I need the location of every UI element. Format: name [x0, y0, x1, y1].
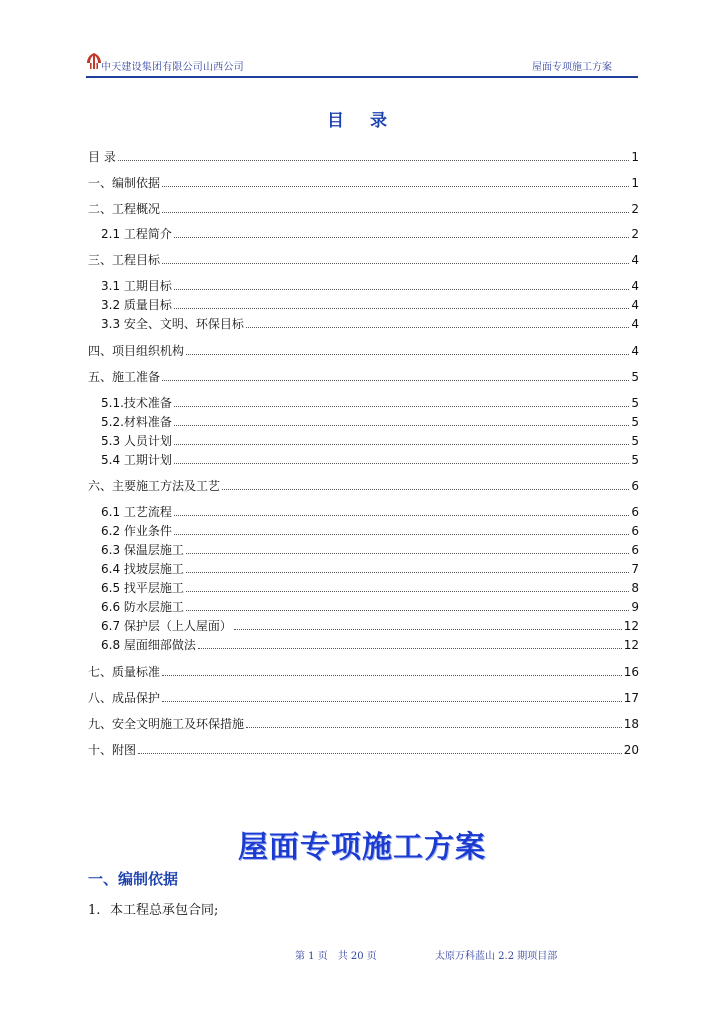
toc-entry-page: 18 — [623, 717, 639, 731]
toc-entry-page: 4 — [631, 253, 639, 267]
toc-entry-label: 6.7 保护层（上人屋面） — [101, 619, 232, 633]
toc-entry[interactable] — [101, 449, 639, 467]
toc-entry[interactable] — [101, 294, 639, 312]
toc-entry-label: 3.1 工期目标 — [101, 279, 172, 293]
company-logo-icon — [86, 52, 102, 70]
toc-entry-label: 2.1 工程简介 — [101, 227, 172, 241]
toc-entry-page: 7 — [631, 562, 639, 576]
toc-entry[interactable] — [88, 340, 639, 358]
toc-entry-page: 4 — [631, 317, 639, 331]
toc-entry[interactable] — [101, 223, 639, 241]
toc-entry-page: 5 — [631, 370, 639, 384]
toc-dot-leader — [198, 647, 622, 649]
toc-entry[interactable] — [101, 392, 639, 410]
toc-dot-leader — [186, 590, 629, 592]
toc-entry-label: 6.6 防水层施工 — [101, 600, 184, 614]
company-name: 中天建设集团有限公司山西公司 — [101, 62, 244, 73]
toc-dot-leader — [162, 211, 629, 213]
toc-dot-leader — [174, 533, 629, 535]
toc-dot-leader — [186, 571, 629, 573]
toc-entry[interactable] — [101, 577, 639, 595]
toc-entry[interactable] — [101, 430, 639, 448]
toc-entry[interactable] — [88, 739, 639, 757]
list-item-number: 1. — [88, 903, 101, 918]
toc-entry-label: 十、附图 — [88, 743, 137, 757]
toc-dot-leader — [234, 628, 622, 630]
toc-entry-label: 一、编制依据 — [88, 176, 161, 190]
toc-entry-page: 5 — [631, 434, 639, 448]
toc-entry-label: 5.4 工期计划 — [101, 453, 172, 467]
toc-entry-label: 目 录 — [88, 150, 116, 164]
toc-entry[interactable] — [101, 313, 639, 331]
toc-entry[interactable] — [88, 146, 639, 164]
toc-entry[interactable] — [101, 615, 639, 633]
toc-dot-leader — [162, 700, 622, 702]
toc-entry-page: 20 — [623, 743, 639, 757]
toc-entry-label: 6.3 保温层施工 — [101, 543, 184, 557]
toc-entry-page: 4 — [631, 298, 639, 312]
toc-dot-leader — [246, 726, 622, 728]
toc-entry-page: 6 — [631, 524, 639, 538]
toc-dot-leader — [138, 752, 622, 754]
toc-entry-label: 5.1.技术准备 — [101, 396, 172, 410]
toc-entry-page: 16 — [623, 665, 639, 679]
toc-entry-page: 4 — [631, 279, 639, 293]
toc-entry-label: 二、工程概况 — [88, 202, 161, 216]
toc-entry-page: 1 — [631, 176, 639, 190]
toc-entry[interactable] — [88, 687, 639, 705]
toc-dot-leader — [174, 405, 629, 407]
toc-entry-page: 2 — [631, 202, 639, 216]
header-doc-title: 屋面专项施工方案 — [532, 62, 612, 73]
toc-dot-leader — [174, 514, 629, 516]
toc-entry-page: 12 — [623, 638, 639, 652]
toc-entry-label: 四、项目组织机构 — [88, 344, 185, 358]
toc-entry[interactable] — [88, 713, 639, 731]
toc-dot-leader — [118, 159, 630, 161]
toc-dot-leader — [162, 379, 629, 381]
toc-entry-page: 5 — [631, 453, 639, 467]
toc-entry-label: 三、工程目标 — [88, 253, 161, 267]
toc-entry-label: 七、质量标准 — [88, 665, 161, 679]
toc-entry-label: 6.8 屋面细部做法 — [101, 638, 196, 652]
toc-entry-label: 3.3 安全、文明、环保目标 — [101, 317, 244, 331]
toc-entry[interactable] — [101, 520, 639, 538]
toc-entry-label: 八、成品保护 — [88, 691, 161, 705]
toc-entry-label: 6.1 工艺流程 — [101, 505, 172, 519]
toc-entry-page: 8 — [631, 581, 639, 595]
toc-dot-leader — [162, 185, 629, 187]
toc-entry-page: 2 — [631, 227, 639, 241]
toc-entry-label: 九、安全文明施工及环保措施 — [88, 717, 245, 731]
toc-entry[interactable] — [88, 366, 639, 384]
toc-entry-page: 5 — [631, 396, 639, 410]
toc-entry[interactable] — [101, 275, 639, 293]
toc-dot-leader — [174, 288, 629, 290]
toc-entry[interactable] — [101, 558, 639, 576]
toc-entry-label: 五、施工准备 — [88, 370, 161, 384]
toc-entry-page: 5 — [631, 415, 639, 429]
toc-title: 目 录 — [327, 111, 397, 131]
toc-dot-leader — [174, 424, 629, 426]
toc-entry-label: 6.2 作业条件 — [101, 524, 172, 538]
toc-entry-page: 4 — [631, 344, 639, 358]
list-item-text: 本工程总承包合同; — [110, 903, 219, 918]
document-main-title: 屋面专项施工方案 — [238, 830, 486, 865]
toc-dot-leader — [222, 488, 629, 490]
toc-entry[interactable] — [101, 596, 639, 614]
footer-page-info: 第 1 页 共 20 页 — [295, 951, 377, 962]
toc-dot-leader — [174, 236, 629, 238]
toc-entry-label: 6.5 找平层施工 — [101, 581, 184, 595]
toc-dot-leader — [174, 307, 629, 309]
toc-entry[interactable] — [88, 661, 639, 679]
toc-dot-leader — [246, 326, 629, 328]
toc-entry[interactable] — [88, 198, 639, 216]
toc-dot-leader — [186, 552, 629, 554]
toc-entry-page: 9 — [631, 600, 639, 614]
toc-entry[interactable] — [88, 475, 639, 493]
toc-entry-label: 5.2.材料准备 — [101, 415, 172, 429]
toc-dot-leader — [162, 674, 622, 676]
toc-entry-page: 17 — [623, 691, 639, 705]
toc-entry-page: 6 — [631, 505, 639, 519]
toc-dot-leader — [162, 262, 629, 264]
toc-entry[interactable] — [88, 249, 639, 267]
toc-dot-leader — [174, 443, 629, 445]
footer-project-name: 太原万科蓝山 2.2 期项目部 — [435, 951, 558, 962]
toc-dot-leader — [186, 353, 629, 355]
list-item — [88, 899, 218, 918]
toc-entry-page: 12 — [623, 619, 639, 633]
toc-entry-page: 6 — [631, 543, 639, 557]
toc-dot-leader — [186, 609, 629, 611]
toc-entry[interactable] — [101, 411, 639, 429]
toc-entry-page: 1 — [631, 150, 639, 164]
toc-entry[interactable] — [101, 634, 639, 652]
toc-entry[interactable] — [88, 172, 639, 190]
section-heading: 一、编制依据 — [88, 870, 179, 888]
toc-entry-label: 6.4 找坡层施工 — [101, 562, 184, 576]
toc-entry-label: 六、主要施工方法及工艺 — [88, 479, 221, 493]
toc-entry[interactable] — [101, 501, 639, 519]
toc-entry-label: 3.2 质量目标 — [101, 298, 172, 312]
toc-entry-page: 6 — [631, 479, 639, 493]
toc-dot-leader — [174, 462, 629, 464]
page-header — [86, 52, 638, 78]
toc-entry[interactable] — [101, 539, 639, 557]
toc-entry-label: 5.3 人员计划 — [101, 434, 172, 448]
